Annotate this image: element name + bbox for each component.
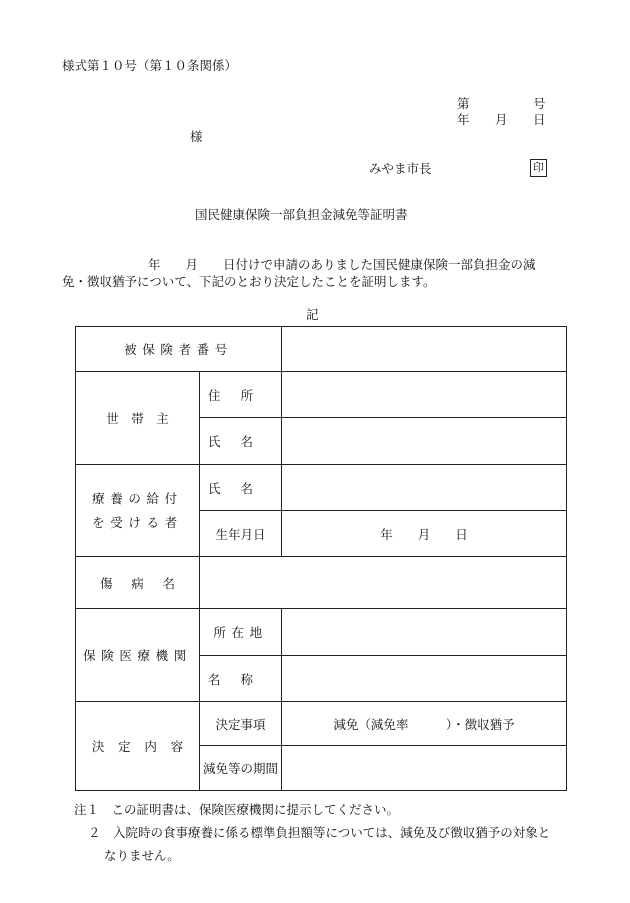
institution-name-label: 名称 — [200, 656, 282, 702]
householder-name-value[interactable] — [282, 418, 567, 465]
addressee-suffix: 様 — [190, 129, 203, 144]
date-day-label: 日 — [533, 112, 546, 127]
body-text — [62, 256, 574, 290]
period-value[interactable] — [282, 746, 567, 791]
recipient-name-value[interactable] — [282, 465, 567, 511]
decision-item-value[interactable]: 減免（減免率 ）・徴収猶予 — [282, 702, 567, 746]
decision-label-text: 決定内容 — [91, 739, 197, 754]
recipient-label-line-2: を受ける者 — [92, 514, 183, 530]
ki-label: 記 — [306, 307, 319, 322]
note-2: ２ 入院時の食事療養に係る標準負担額等については、減免及び徴収猶予の対象と — [88, 825, 551, 840]
notes — [74, 798, 564, 867]
recipient-label — [76, 465, 200, 557]
note-1: 注１ この証明書は、保険医療機関に提示してください。 — [74, 802, 400, 817]
location-value[interactable] — [282, 609, 567, 656]
institution-label: 保険医療機関 — [76, 609, 200, 702]
document-number-suffix: 号 — [533, 96, 546, 111]
address-label: 住所 — [200, 372, 282, 418]
insured-number-label: 被保険者番号 — [76, 327, 282, 372]
body-line-1: 年 月 日付けで申請のありました国民健康保険一部負担金の減 — [148, 257, 536, 272]
document-number-label: 第 — [457, 96, 470, 111]
recipient-name-label: 氏名 — [200, 465, 282, 511]
illness-label-text: 傷病名 — [99, 575, 194, 591]
recipient-label-line-1: 療養の給付 — [92, 490, 183, 506]
seal-stamp: 印 — [530, 159, 547, 177]
note-2-continued: なりません。 — [104, 848, 180, 863]
address-value[interactable] — [282, 372, 567, 418]
issuer-name: みやま市長 — [369, 161, 432, 176]
insured-number-value[interactable] — [282, 327, 567, 372]
certificate-table — [75, 326, 567, 791]
householder-label: 世 帯 主 — [76, 372, 200, 465]
form-number: 様式第１０号（第１０条関係） — [62, 58, 238, 73]
document-title: 国民健康保険一部負担金減免等証明書 — [195, 207, 408, 222]
body-line-2: 免・徴収猶予について、下記のとおり決定したことを証明します。 — [62, 274, 436, 289]
birthdate-value[interactable]: 年 月 日 — [282, 511, 567, 557]
householder-name-label: 氏名 — [200, 418, 282, 465]
birthdate-label: 生年月日 — [200, 511, 282, 557]
decision-label — [76, 702, 200, 791]
date-month-label: 月 — [495, 112, 508, 127]
location-label: 所在地 — [200, 609, 282, 656]
institution-name-value[interactable] — [282, 656, 567, 702]
date-year-label: 年 — [457, 112, 470, 127]
period-label: 減免等の期間 — [200, 746, 282, 791]
illness-label — [76, 557, 200, 609]
decision-item-label: 決定事項 — [200, 702, 282, 746]
illness-value[interactable] — [200, 557, 567, 609]
